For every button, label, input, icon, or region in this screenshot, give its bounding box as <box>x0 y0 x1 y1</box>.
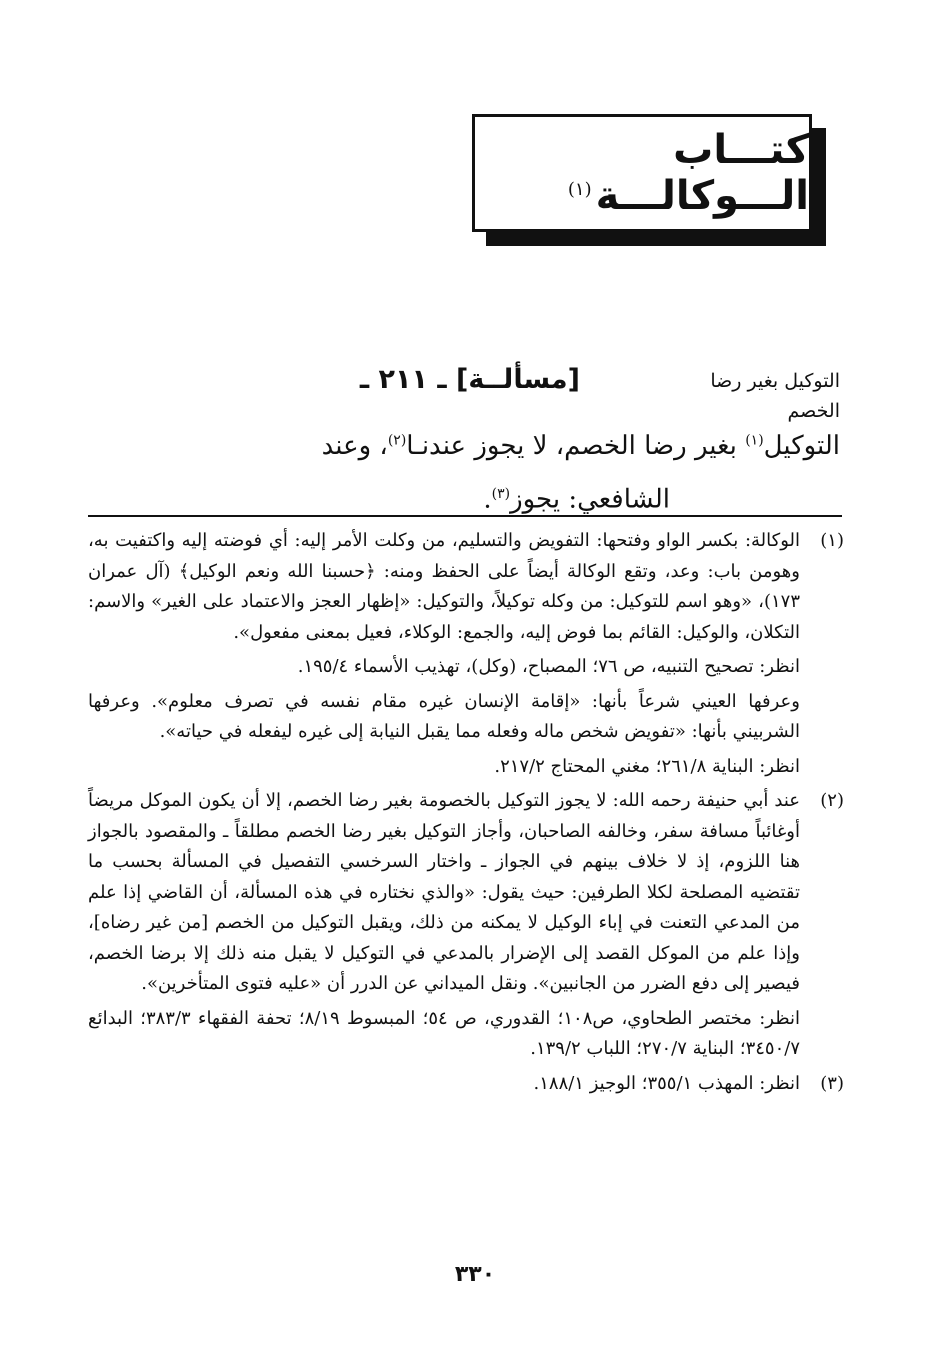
issue-text-part: الشافعي: يجوز <box>510 484 670 515</box>
chapter-title-footnote-ref: (١) <box>567 178 592 200</box>
chapter-title-box <box>472 114 812 232</box>
footnote-2 <box>88 786 844 1065</box>
footnote-paragraph: وعرفها العيني شرعاً بأنها: «إقامة الإنسان غيره مقام نفسه في تصرف معلوم». وعرفها الشربيني بأنها: «تفويض شخص ماله وفعله مما يقبل النيابة إلى غيره ليفعله في حياته». <box>88 690 800 742</box>
margin-note: التوكيل بغير رضا الخصم <box>710 370 840 422</box>
chapter-title-text: كتـــاب الـــوكالـــة <box>595 127 809 219</box>
footnote-ref-1: (١) <box>745 432 764 448</box>
footnote-number: (٣) <box>820 1072 844 1094</box>
footnote-number: (١) <box>820 530 844 551</box>
issue-text-part: بغير رضا الخصم، لا يجوز عندنـا <box>406 430 746 461</box>
issue-text-part: . <box>483 484 492 515</box>
footnote-paragraph: عند أبي حنيفة رحمه الله: لا يجوز التوكيل بالخصومة بغير رضا الخصم، إلا أن يكون الموكل مريضاً أوغائباً مسافة سفر، وخالفه الصاحبان، وأجاز التوكيل بغير رضا الخصم مطلقاً ـ والمقصود بالجواز هنا اللزوم، إذ لا خلاف بينهم في الجواز ـ واختار السرخسي التفصيل في المسألة بحسب ما تقتضيه المصلحة لكلا الطرفين: حيث يقول: «والذي نختاره في هذه المسألة، أن القاضي إذا علم من المدعي التعنت في إباء الوكيل لا يمكنه من ذلك، ويقبل التوكيل من الخصم [من غير رضاه]، وإذا علم من الموكل القصد إلى الإضرار بالمدعي في التوكيل لا يقبل منه ذلك إلا برضا الخصم، فيصير إلى دفع الضرر من الجانبين». ونقل الميداني عن الدرر أن «عليه فتوى المتأخرين». <box>88 790 801 994</box>
footnote-paragraph: انظر: المهذب ٣٥٥/١؛ الوجيز ١٨٨/١. <box>533 1072 800 1094</box>
issue-heading: [مسألــة] ـ ٢١١ ـ <box>359 364 580 395</box>
chapter-title <box>475 127 809 219</box>
issue-text <box>88 416 840 523</box>
footnote-paragraph: انظر: تصحيح التنبيه، ص ٧٦؛ المصباح، (وكل)، تهذيب الأسماء ١٩٥/٤. <box>297 656 800 677</box>
issue-text-part: التوكيل <box>763 430 840 461</box>
footnote-number: (٢) <box>820 790 844 811</box>
footnote-separator <box>88 515 842 517</box>
footnote-paragraph: انظر: مختصر الطحاوي، ص١٠٨؛ القدوري، ص ٥٤؛ المبسوط ٨/١٩؛ تحفة الفقهاء ٣٨٣/٣؛ البدائع ٣٤٥٠/٧؛ البناية ٢٧٠/٧؛ اللباب ١٣٩/٢. <box>88 1007 800 1059</box>
footnotes <box>88 526 844 1103</box>
footnote-1 <box>88 526 844 782</box>
page-number: ٣٣٠ <box>454 1262 496 1287</box>
footnote-ref-2: (٢) <box>387 432 407 448</box>
issue-text-part: ، وعند <box>321 430 388 461</box>
footnote-ref-3: (٣) <box>491 485 511 502</box>
footnote-paragraph: انظر: البناية ٢٦١/٨؛ مغني المحتاج ٢١٧/٢. <box>494 755 800 777</box>
issue-text-line1 <box>322 431 840 461</box>
footnote-3 <box>88 1069 844 1100</box>
footnote-paragraph: الوكالة: بكسر الواو وفتحها: التفويض والتسليم، من وكلت الأمر إليه: أي فوضته إليه واكتفيت به، وهومن باب: وعد، وتقع الوكالة أيضاً على الحفظ ومنه: ﴿حسبنا الله ونعم الوكيل﴾ (آل عمران ١٧٣)، «وهو اسم للتوكيل: من وكله توكيلاً، والتوكيل: «إظهار العجز والاعتماد على الغير» والاسم: التكلان، والوكيل: القائم بما فوض إليه، والجمع: الوكلاء، فعيل بمعنى مفعول». <box>88 530 800 643</box>
